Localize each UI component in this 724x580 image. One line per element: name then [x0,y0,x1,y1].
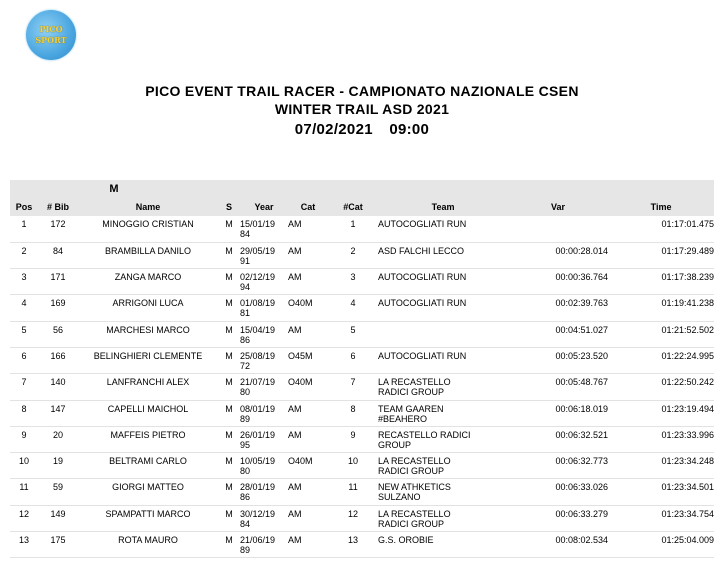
cell-year: 15/04/19 86 [240,321,288,347]
table-row [10,505,714,531]
cell-team: TEAM GAAREN #BEAHERO [378,400,508,426]
cell-bib: 140 [38,374,78,400]
cell-year: 21/06/19 89 [240,532,288,558]
col-team: Team [378,198,508,216]
cell-pos: 6 [10,347,38,373]
cell-name: BELINGHIERI CLEMENTE [78,347,218,373]
cell-cat: AM [288,426,328,452]
cell-year: 15/01/19 84 [240,216,288,242]
cell-year: 28/01/19 86 [240,479,288,505]
table-row [10,242,714,268]
cell-poscat: 12 [328,505,378,531]
cell-name: ZANGA MARCO [78,269,218,295]
cell-poscat: 1 [328,216,378,242]
cell-name: ROTA MAURO [78,532,218,558]
cell-cat: AM [288,400,328,426]
cell-poscat: 7 [328,374,378,400]
cell-bib: 56 [38,321,78,347]
cell-year: 10/05/19 80 [240,453,288,479]
cell-pos: 8 [10,400,38,426]
col-year: Year [240,198,288,216]
cell-var: 00:05:48.767 [508,374,608,400]
cell-var: 00:06:33.279 [508,505,608,531]
cell-time: 01:23:19.494 [608,400,714,426]
cell-poscat: 5 [328,321,378,347]
cell-bib: 169 [38,295,78,321]
col-var: Var [508,198,608,216]
table-row [10,426,714,452]
cell-time: 01:23:34.754 [608,505,714,531]
cell-bib: 171 [38,269,78,295]
table-row [10,321,714,347]
cell-poscat: 9 [328,426,378,452]
cell-bib: 172 [38,216,78,242]
cell-pos: 3 [10,269,38,295]
cell-team: AUTOCOGLIATI RUN [378,347,508,373]
cell-name: ARRIGONI LUCA [78,295,218,321]
cell-var: 00:02:39.763 [508,295,608,321]
cell-name: SPAMPATTI MARCO [78,505,218,531]
cell-cat: AM [288,505,328,531]
cell-time: 01:25:04.009 [608,532,714,558]
cell-poscat: 6 [328,347,378,373]
cell-year: 30/12/19 84 [240,505,288,531]
col-poscat: #Cat [328,198,378,216]
cell-poscat: 13 [328,532,378,558]
cell-time: 01:17:38.239 [608,269,714,295]
logo-text-bottom: SPORT [35,35,67,45]
event-subtitle: WINTER TRAIL ASD 2021 [274,101,450,117]
cell-pos: 7 [10,374,38,400]
cell-pos: 12 [10,505,38,531]
cell-pos: 2 [10,242,38,268]
cell-team: AUTOCOGLIATI RUN [378,269,508,295]
event-title: PICO EVENT TRAIL RACER - CAMPIONATO NAZIONALE CSEN [145,83,579,99]
cell-team: AUTOCOGLIATI RUN [378,295,508,321]
cell-team [378,321,508,347]
cell-cat: AM [288,479,328,505]
table-row [10,269,714,295]
cell-var: 00:06:33.026 [508,479,608,505]
cell-pos: 13 [10,532,38,558]
cell-time: 01:23:34.248 [608,453,714,479]
cell-time: 01:22:24.995 [608,347,714,373]
cell-var: 00:00:36.764 [508,269,608,295]
cell-bib: 19 [38,453,78,479]
cell-bib: 59 [38,479,78,505]
table-row [10,532,714,558]
cell-team: RECASTELLO RADICI GROUP [378,426,508,452]
cell-sex: M [218,295,240,321]
col-bib: # Bib [38,198,78,216]
cell-cat: AM [288,242,328,268]
cell-team: LA RECASTELLO RADICI GROUP [378,505,508,531]
cell-var: 00:08:02.534 [508,532,608,558]
event-time: 09:00 [389,121,430,138]
cell-cat: AM [288,216,328,242]
cell-bib: 20 [38,426,78,452]
cell-var [508,216,608,242]
cell-team: NEW ATHKETICS SULZANO [378,479,508,505]
cell-team: G.S. OROBIE [378,532,508,558]
col-sex: S [218,198,240,216]
cell-poscat: 11 [328,479,378,505]
cell-var: 00:06:32.521 [508,426,608,452]
cell-bib: 166 [38,347,78,373]
cell-sex: M [218,242,240,268]
cell-sex: M [218,321,240,347]
col-cat: Cat [288,198,328,216]
cell-sex: M [218,479,240,505]
col-pos: Pos [10,198,38,216]
table-row [10,347,714,373]
category-band [10,180,714,198]
cell-var: 00:05:23.520 [508,347,608,373]
cell-time: 01:23:33.996 [608,426,714,452]
cell-team: AUTOCOGLIATI RUN [378,216,508,242]
cell-poscat: 4 [328,295,378,321]
cell-bib: 147 [38,400,78,426]
cell-sex: M [218,453,240,479]
cell-pos: 1 [10,216,38,242]
event-date: 07/02/2021 [294,121,373,138]
cell-bib: 84 [38,242,78,268]
table-header [10,198,714,216]
table-row [10,374,714,400]
cell-name: GIORGI MATTEO [78,479,218,505]
results-table [10,180,714,558]
cell-bib: 149 [38,505,78,531]
event-datetime [0,121,724,138]
cell-time: 01:21:52.502 [608,321,714,347]
cell-cat: AM [288,532,328,558]
cell-pos: 9 [10,426,38,452]
cell-time: 01:23:34.501 [608,479,714,505]
cell-team: ASD FALCHI LECCO [378,242,508,268]
cell-time: 01:19:41.238 [608,295,714,321]
cell-var: 00:00:28.014 [508,242,608,268]
category-label: M [10,180,218,198]
logo-text-top: PICO [39,24,63,34]
table-row [10,479,714,505]
cell-sex: M [218,426,240,452]
cell-sex: M [218,532,240,558]
cell-cat: O40M [288,374,328,400]
cell-pos: 4 [10,295,38,321]
table-row [10,295,714,321]
cell-var: 00:06:18.019 [508,400,608,426]
cell-cat: AM [288,321,328,347]
cell-name: LANFRANCHI ALEX [78,374,218,400]
cell-cat: AM [288,269,328,295]
cell-sex: M [218,269,240,295]
cell-var: 00:04:51.027 [508,321,608,347]
cell-sex: M [218,400,240,426]
cell-cat: O45M [288,347,328,373]
cell-year: 21/07/19 80 [240,374,288,400]
cell-sex: M [218,347,240,373]
cell-cat: O40M [288,453,328,479]
cell-year: 01/08/19 81 [240,295,288,321]
cell-var: 00:06:32.773 [508,453,608,479]
col-time: Time [608,198,714,216]
table-row [10,400,714,426]
cell-year: 29/05/19 91 [240,242,288,268]
cell-pos: 5 [10,321,38,347]
cell-poscat: 10 [328,453,378,479]
cell-time: 01:22:50.242 [608,374,714,400]
cell-time: 01:17:01.475 [608,216,714,242]
cell-year: 26/01/19 95 [240,426,288,452]
cell-name: MINOGGIO CRISTIAN [78,216,218,242]
cell-name: BELTRAMI CARLO [78,453,218,479]
cell-name: MARCHESI MARCO [78,321,218,347]
cell-poscat: 2 [328,242,378,268]
cell-name: MAFFEIS PIETRO [78,426,218,452]
cell-year: 25/08/19 72 [240,347,288,373]
cell-team: LA RECASTELLO RADICI GROUP [378,374,508,400]
cell-sex: M [218,216,240,242]
table-row [10,453,714,479]
cell-cat: O40M [288,295,328,321]
cell-year: 02/12/19 94 [240,269,288,295]
cell-bib: 175 [38,532,78,558]
table-row [10,216,714,242]
cell-pos: 11 [10,479,38,505]
cell-pos: 10 [10,453,38,479]
cell-sex: M [218,505,240,531]
cell-poscat: 3 [328,269,378,295]
cell-time: 01:17:29.489 [608,242,714,268]
pico-sport-logo [26,10,76,60]
cell-year: 08/01/19 89 [240,400,288,426]
cell-name: CAPELLI MAICHOL [78,400,218,426]
cell-sex: M [218,374,240,400]
col-name: Name [78,198,218,216]
cell-name: BRAMBILLA DANILO [78,242,218,268]
cell-team: LA RECASTELLO RADICI GROUP [378,453,508,479]
cell-poscat: 8 [328,400,378,426]
